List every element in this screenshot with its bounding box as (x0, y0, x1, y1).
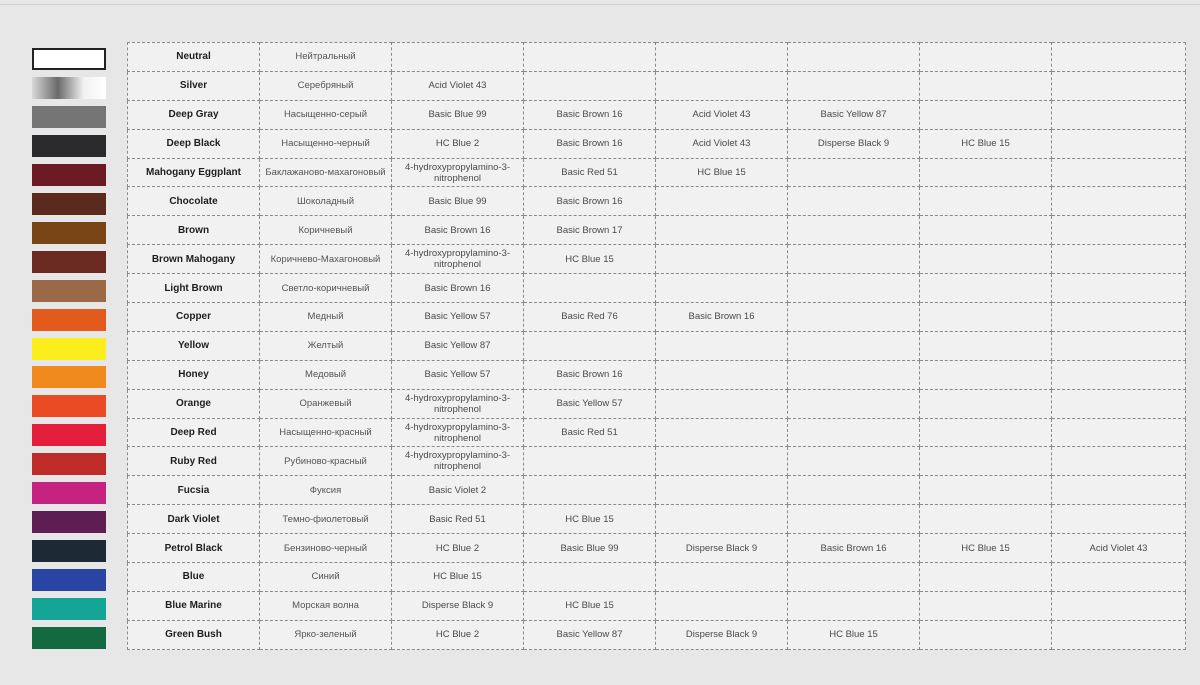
shade-name-en: Brown Mahogany (128, 245, 260, 274)
dye-cell (1052, 245, 1186, 274)
shade-name-ru: Фуксия (260, 476, 392, 505)
color-swatch (32, 569, 106, 591)
dye-cell (656, 418, 788, 447)
dye-cell: HC Blue 2 (392, 620, 524, 649)
table-row (128, 71, 1186, 100)
shade-name-en: Orange (128, 389, 260, 418)
dye-cell: Basic Red 51 (524, 418, 656, 447)
shade-name-ru: Темно-фиолетовый (260, 505, 392, 534)
shade-name-en: Deep Red (128, 418, 260, 447)
dye-cell (1052, 418, 1186, 447)
dye-cell: HC Blue 2 (392, 534, 524, 563)
dye-cell: Basic Yellow 87 (392, 331, 524, 360)
shade-name-ru: Синий (260, 563, 392, 592)
dye-cell: Basic Red 51 (392, 505, 524, 534)
shade-name-ru: Коричнево-Махагоновый (260, 245, 392, 274)
shade-name-en: Honey (128, 360, 260, 389)
shade-name-en: Blue Marine (128, 591, 260, 620)
dye-cell (788, 447, 920, 476)
color-swatch (32, 338, 106, 360)
dye-cell (920, 447, 1052, 476)
dye-cell: 4-hydroxypropylamino-3-nitrophenol (392, 447, 524, 476)
table-row (128, 43, 1186, 72)
dye-cell: Basic Yellow 87 (788, 100, 920, 129)
dye-cell: Disperse Black 9 (788, 129, 920, 158)
color-swatch (32, 280, 106, 302)
color-swatch (32, 395, 106, 417)
color-swatch (32, 164, 106, 186)
shade-name-ru: Медный (260, 303, 392, 332)
dye-cell (788, 71, 920, 100)
color-swatch (32, 424, 106, 446)
dye-cell (920, 158, 1052, 187)
dye-cell (1052, 563, 1186, 592)
table-row (128, 129, 1186, 158)
dye-cell (524, 476, 656, 505)
dye-cell (788, 158, 920, 187)
dye-cell (1052, 360, 1186, 389)
shade-name-ru: Насыщенно-серый (260, 100, 392, 129)
color-swatch (32, 309, 106, 331)
dye-cell (1052, 447, 1186, 476)
color-swatch (32, 48, 106, 70)
dye-cell: Basic Brown 16 (788, 534, 920, 563)
top-divider (0, 4, 1200, 5)
dye-cell (920, 100, 1052, 129)
dye-cell (656, 187, 788, 216)
dye-cell (920, 331, 1052, 360)
color-swatch (32, 251, 106, 273)
shade-name-en: Petrol Black (128, 534, 260, 563)
shade-name-ru: Насыщенно-черный (260, 129, 392, 158)
dye-cell: Basic Brown 16 (392, 216, 524, 245)
color-swatch (32, 77, 106, 99)
shade-name-ru: Насыщенно-красный (260, 418, 392, 447)
shade-name-en: Deep Gray (128, 100, 260, 129)
color-swatch (32, 222, 106, 244)
dye-cell (1052, 389, 1186, 418)
dye-cell (656, 274, 788, 303)
dye-cell: Disperse Black 9 (656, 534, 788, 563)
dye-cell: Basic Yellow 57 (392, 303, 524, 332)
shade-name-en: Yellow (128, 331, 260, 360)
shade-name-en: Silver (128, 71, 260, 100)
dye-cell (524, 71, 656, 100)
dye-cell (788, 43, 920, 72)
table-row (128, 476, 1186, 505)
color-swatch (32, 106, 106, 128)
dye-cell (920, 418, 1052, 447)
dye-cell (392, 43, 524, 72)
dye-cell (1052, 158, 1186, 187)
dye-cell (920, 216, 1052, 245)
dye-cell: Basic Brown 16 (524, 100, 656, 129)
dye-cell: Disperse Black 9 (656, 620, 788, 649)
shade-name-en: Green Bush (128, 620, 260, 649)
dye-cell (656, 71, 788, 100)
shade-name-ru: Медовый (260, 360, 392, 389)
dye-cell: Basic Brown 16 (524, 129, 656, 158)
dye-cell (788, 245, 920, 274)
shade-name-ru: Светло-коричневый (260, 274, 392, 303)
dye-cell (1052, 129, 1186, 158)
dye-cell: Acid Violet 43 (1052, 534, 1186, 563)
dye-cell (788, 360, 920, 389)
color-swatch (32, 511, 106, 533)
color-swatch (32, 598, 106, 620)
dye-cell (920, 505, 1052, 534)
color-swatch (32, 453, 106, 475)
dye-cell (656, 331, 788, 360)
dye-cell (1052, 187, 1186, 216)
dye-cell (920, 389, 1052, 418)
dye-cell (524, 331, 656, 360)
dye-cell: Basic Yellow 57 (524, 389, 656, 418)
dye-cell (920, 476, 1052, 505)
dye-cell (656, 563, 788, 592)
shade-name-en: Deep Black (128, 129, 260, 158)
dye-cell (1052, 43, 1186, 72)
dye-cell: HC Blue 15 (656, 158, 788, 187)
table-row (128, 389, 1186, 418)
table-row (128, 360, 1186, 389)
color-swatch (32, 482, 106, 504)
shade-name-ru: Нейтральный (260, 43, 392, 72)
dye-cell (920, 187, 1052, 216)
dye-cell: Basic Brown 16 (656, 303, 788, 332)
dye-cell: HC Blue 15 (524, 591, 656, 620)
dye-cell: Basic Brown 17 (524, 216, 656, 245)
table-row (128, 534, 1186, 563)
dye-cell: HC Blue 15 (524, 505, 656, 534)
dye-cell (920, 274, 1052, 303)
dye-cell (1052, 100, 1186, 129)
dye-cell (920, 43, 1052, 72)
dye-cell: Basic Brown 16 (392, 274, 524, 303)
dye-cell (656, 505, 788, 534)
dye-cell: Basic Brown 16 (524, 360, 656, 389)
shade-name-en: Mahogany Eggplant (128, 158, 260, 187)
shade-name-en: Fucsia (128, 476, 260, 505)
dye-cell (788, 505, 920, 534)
shade-name-en: Neutral (128, 43, 260, 72)
dye-cell: Basic Blue 99 (392, 187, 524, 216)
table-row (128, 505, 1186, 534)
table-row (128, 447, 1186, 476)
dye-cell (788, 591, 920, 620)
shade-name-en: Chocolate (128, 187, 260, 216)
dye-cell (788, 476, 920, 505)
dye-cell: Basic Red 76 (524, 303, 656, 332)
table-row (128, 274, 1186, 303)
table-row (128, 563, 1186, 592)
dye-cell (656, 389, 788, 418)
table-row (128, 303, 1186, 332)
shade-name-ru: Бензиново-черный (260, 534, 392, 563)
color-swatch (32, 627, 106, 649)
shade-name-ru: Морская волна (260, 591, 392, 620)
dye-cell: 4-hydroxypropylamino-3-nitrophenol (392, 389, 524, 418)
dye-cell (1052, 591, 1186, 620)
shade-name-en: Ruby Red (128, 447, 260, 476)
color-swatch (32, 366, 106, 388)
dye-cell: 4-hydroxypropylamino-3-nitrophenol (392, 418, 524, 447)
shade-name-ru: Оранжевый (260, 389, 392, 418)
dye-cell (1052, 216, 1186, 245)
dye-cell: HC Blue 15 (524, 245, 656, 274)
dye-cell: HC Blue 2 (392, 129, 524, 158)
dye-cell: Basic Blue 99 (392, 100, 524, 129)
dye-cell (656, 216, 788, 245)
dye-cell (524, 43, 656, 72)
shade-name-en: Brown (128, 216, 260, 245)
dye-cell: Acid Violet 43 (656, 100, 788, 129)
table-row (128, 245, 1186, 274)
color-swatch (32, 540, 106, 562)
dye-cell (788, 418, 920, 447)
dye-cell (788, 274, 920, 303)
table-row (128, 418, 1186, 447)
table-row (128, 100, 1186, 129)
dye-cell (524, 447, 656, 476)
dye-cell (656, 447, 788, 476)
dye-cell: 4-hydroxypropylamino-3-nitrophenol (392, 158, 524, 187)
dye-cell (920, 591, 1052, 620)
dye-cell (920, 245, 1052, 274)
shade-name-ru: Коричневый (260, 216, 392, 245)
dye-cell (788, 331, 920, 360)
dye-cell: HC Blue 15 (920, 534, 1052, 563)
table-row (128, 187, 1186, 216)
dye-cell: Basic Yellow 57 (392, 360, 524, 389)
color-swatch (32, 135, 106, 157)
dye-cell (920, 303, 1052, 332)
shade-name-en: Dark Violet (128, 505, 260, 534)
dye-cell: Basic Brown 16 (524, 187, 656, 216)
dye-cell (656, 591, 788, 620)
color-dye-table (127, 42, 1186, 650)
dye-cell (920, 620, 1052, 649)
shade-name-en: Copper (128, 303, 260, 332)
shade-name-en: Light Brown (128, 274, 260, 303)
dye-cell (1052, 476, 1186, 505)
dye-cell: Basic Red 51 (524, 158, 656, 187)
shade-name-ru: Ярко-зеленый (260, 620, 392, 649)
dye-cell (788, 187, 920, 216)
shade-name-ru: Серебряный (260, 71, 392, 100)
dye-cell: Basic Violet 2 (392, 476, 524, 505)
dye-cell (788, 389, 920, 418)
dye-cell (1052, 620, 1186, 649)
shade-name-ru: Шоколадный (260, 187, 392, 216)
dye-cell (524, 274, 656, 303)
dye-cell (524, 563, 656, 592)
dye-cell (788, 216, 920, 245)
dye-cell (788, 303, 920, 332)
dye-cell: Basic Yellow 87 (524, 620, 656, 649)
dye-cell (920, 71, 1052, 100)
dye-cell: Disperse Black 9 (392, 591, 524, 620)
color-swatch (32, 193, 106, 215)
shade-name-ru: Рубиново-красный (260, 447, 392, 476)
dye-cell: Basic Blue 99 (524, 534, 656, 563)
table-row (128, 331, 1186, 360)
dye-cell (656, 43, 788, 72)
dye-cell (656, 360, 788, 389)
shade-name-en: Blue (128, 563, 260, 592)
shade-name-ru: Желтый (260, 331, 392, 360)
dye-cell (1052, 71, 1186, 100)
table-row (128, 591, 1186, 620)
dye-cell: Acid Violet 43 (392, 71, 524, 100)
dye-cell: HC Blue 15 (920, 129, 1052, 158)
table-row (128, 216, 1186, 245)
dye-cell: HC Blue 15 (392, 563, 524, 592)
table-row (128, 158, 1186, 187)
dye-cell: 4-hydroxypropylamino-3-nitrophenol (392, 245, 524, 274)
table-row (128, 620, 1186, 649)
dye-cell (656, 245, 788, 274)
dye-cell (1052, 303, 1186, 332)
dye-cell (1052, 505, 1186, 534)
dye-cell (920, 563, 1052, 592)
dye-cell (920, 360, 1052, 389)
dye-cell (1052, 274, 1186, 303)
dye-cell: HC Blue 15 (788, 620, 920, 649)
dye-cell: Acid Violet 43 (656, 129, 788, 158)
dye-cell (656, 476, 788, 505)
dye-cell (1052, 331, 1186, 360)
dye-cell (788, 563, 920, 592)
shade-name-ru: Баклажаново-махагоновый (260, 158, 392, 187)
